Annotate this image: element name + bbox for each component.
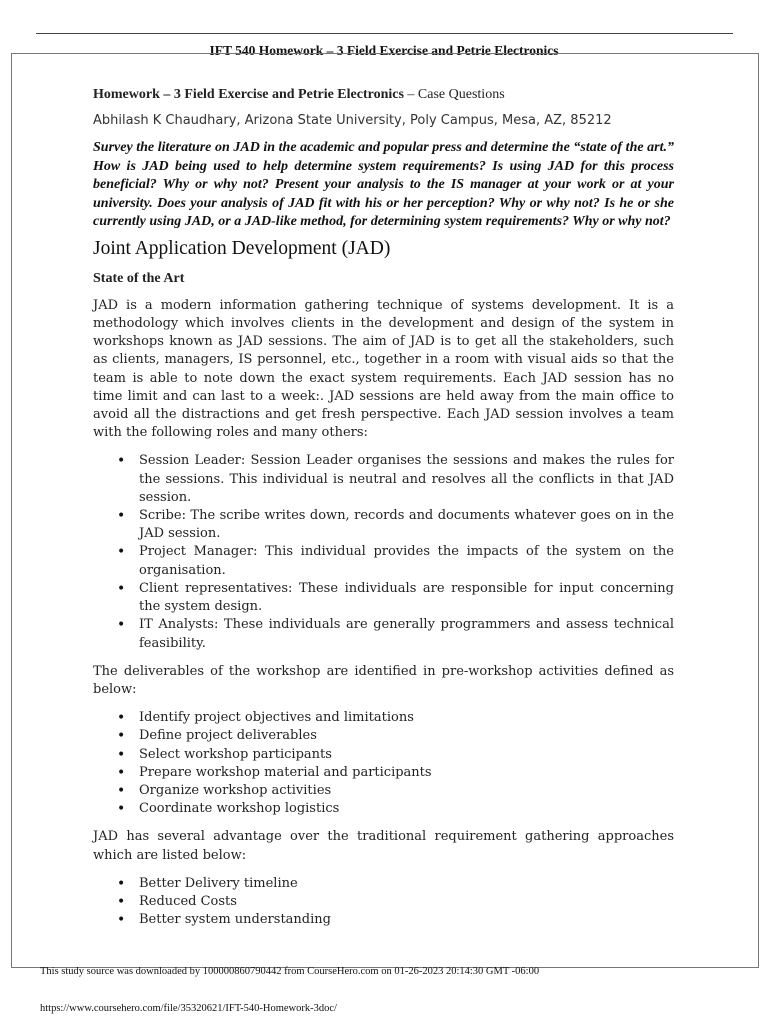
list-item: • Project Manager: This individual provides the impacts of the system on the organisation.: [139, 543, 674, 579]
page-header-title: IFT 540 Homework – 3 Field Exercise and Petrie Electronics: [209, 43, 559, 58]
advantages-list: [93, 875, 674, 930]
document-body: [93, 86, 674, 939]
homework-title: Homework – 3 Field Exercise and Petrie Electronics: [93, 87, 404, 102]
deliverables-list: [93, 709, 674, 818]
list-item: • Identify project objectives and limitations: [139, 709, 674, 727]
list-item: • Better Delivery timeline: [139, 875, 674, 893]
author-line: Abhilash K Chaudhary, Arizona State University, Poly Campus, Mesa, AZ, 85212: [93, 113, 612, 129]
list-item: • Scribe: The scribe writes down, records and documents whatever goes on in the JAD session.: [139, 507, 674, 543]
list-item: • Session Leader: Session Leader organises the sessions and makes the rules for the sessions. This individual is neutral and resolves all the conflicts in that JAD session.: [139, 452, 674, 507]
homework-line: [93, 86, 674, 104]
paragraph-intro: JAD is a modern information gathering technique of systems development. It is a methodology which involves clients in the development and design of the system in workshops known as JAD sessions. The aim of JAD is to get all the stakeholders, such as clients, managers, IS personnel, etc., together in a room with visual aids so that the team is able to note down the exact system requirements. Each JAD session has no time limit and can last to a week:. JAD sessions are held away from the main office to avoid all the distractions and get fresh perspective. Each JAD session involves a team with the following roles and many others:: [93, 297, 674, 441]
list-item: • Prepare workshop material and participants: [139, 764, 674, 782]
top-rule: [36, 33, 733, 34]
list-item: • IT Analysts: These individuals are generally programmers and assess technical feasibility.: [139, 616, 674, 652]
source-url[interactable]: https://www.coursehero.com/file/35320621/IFT-540-Homework-3doc/: [40, 1003, 337, 1014]
paragraph-advantages: JAD has several advantage over the traditional requirement gathering approaches which are listed below:: [93, 829, 674, 863]
list-item: • Organize workshop activities: [139, 782, 674, 800]
roles-list: [93, 452, 674, 652]
list-item: • Better system understanding: [139, 911, 674, 929]
paragraph-deliverables: The deliverables of the workshop are identified in pre-workshop activities defined as below:: [93, 663, 674, 697]
homework-subtitle: – Case Questions: [403, 87, 505, 102]
section-heading: Joint Application Development (JAD): [93, 238, 391, 260]
list-item: • Select workshop participants: [139, 746, 674, 764]
list-item: • Client representatives: These individuals are responsible for input concerning the system design.: [139, 580, 674, 616]
list-item: • Coordinate workshop logistics: [139, 800, 674, 818]
list-item: • Define project deliverables: [139, 727, 674, 745]
section-subheading: State of the Art: [93, 270, 185, 286]
download-notice: This study source was downloaded by 100000860790442 from CourseHero.com on 01-26-2023 20:14:30 GMT -06:00: [40, 966, 540, 977]
case-question: Survey the literature on JAD in the academic and popular press and determine the “state of the art.” How is JAD being used to help determine system requirements? Is using JAD for this process beneficial? Why or why not? Present your analysis to the IS manager at your work or at your university. Does your analysis of JAD fit with his or her perception? Why or why not? Is he or she currently using JAD, or a JAD-like method, for determining system requirements? Why or why not?: [93, 140, 674, 230]
list-item: • Reduced Costs: [139, 893, 674, 911]
